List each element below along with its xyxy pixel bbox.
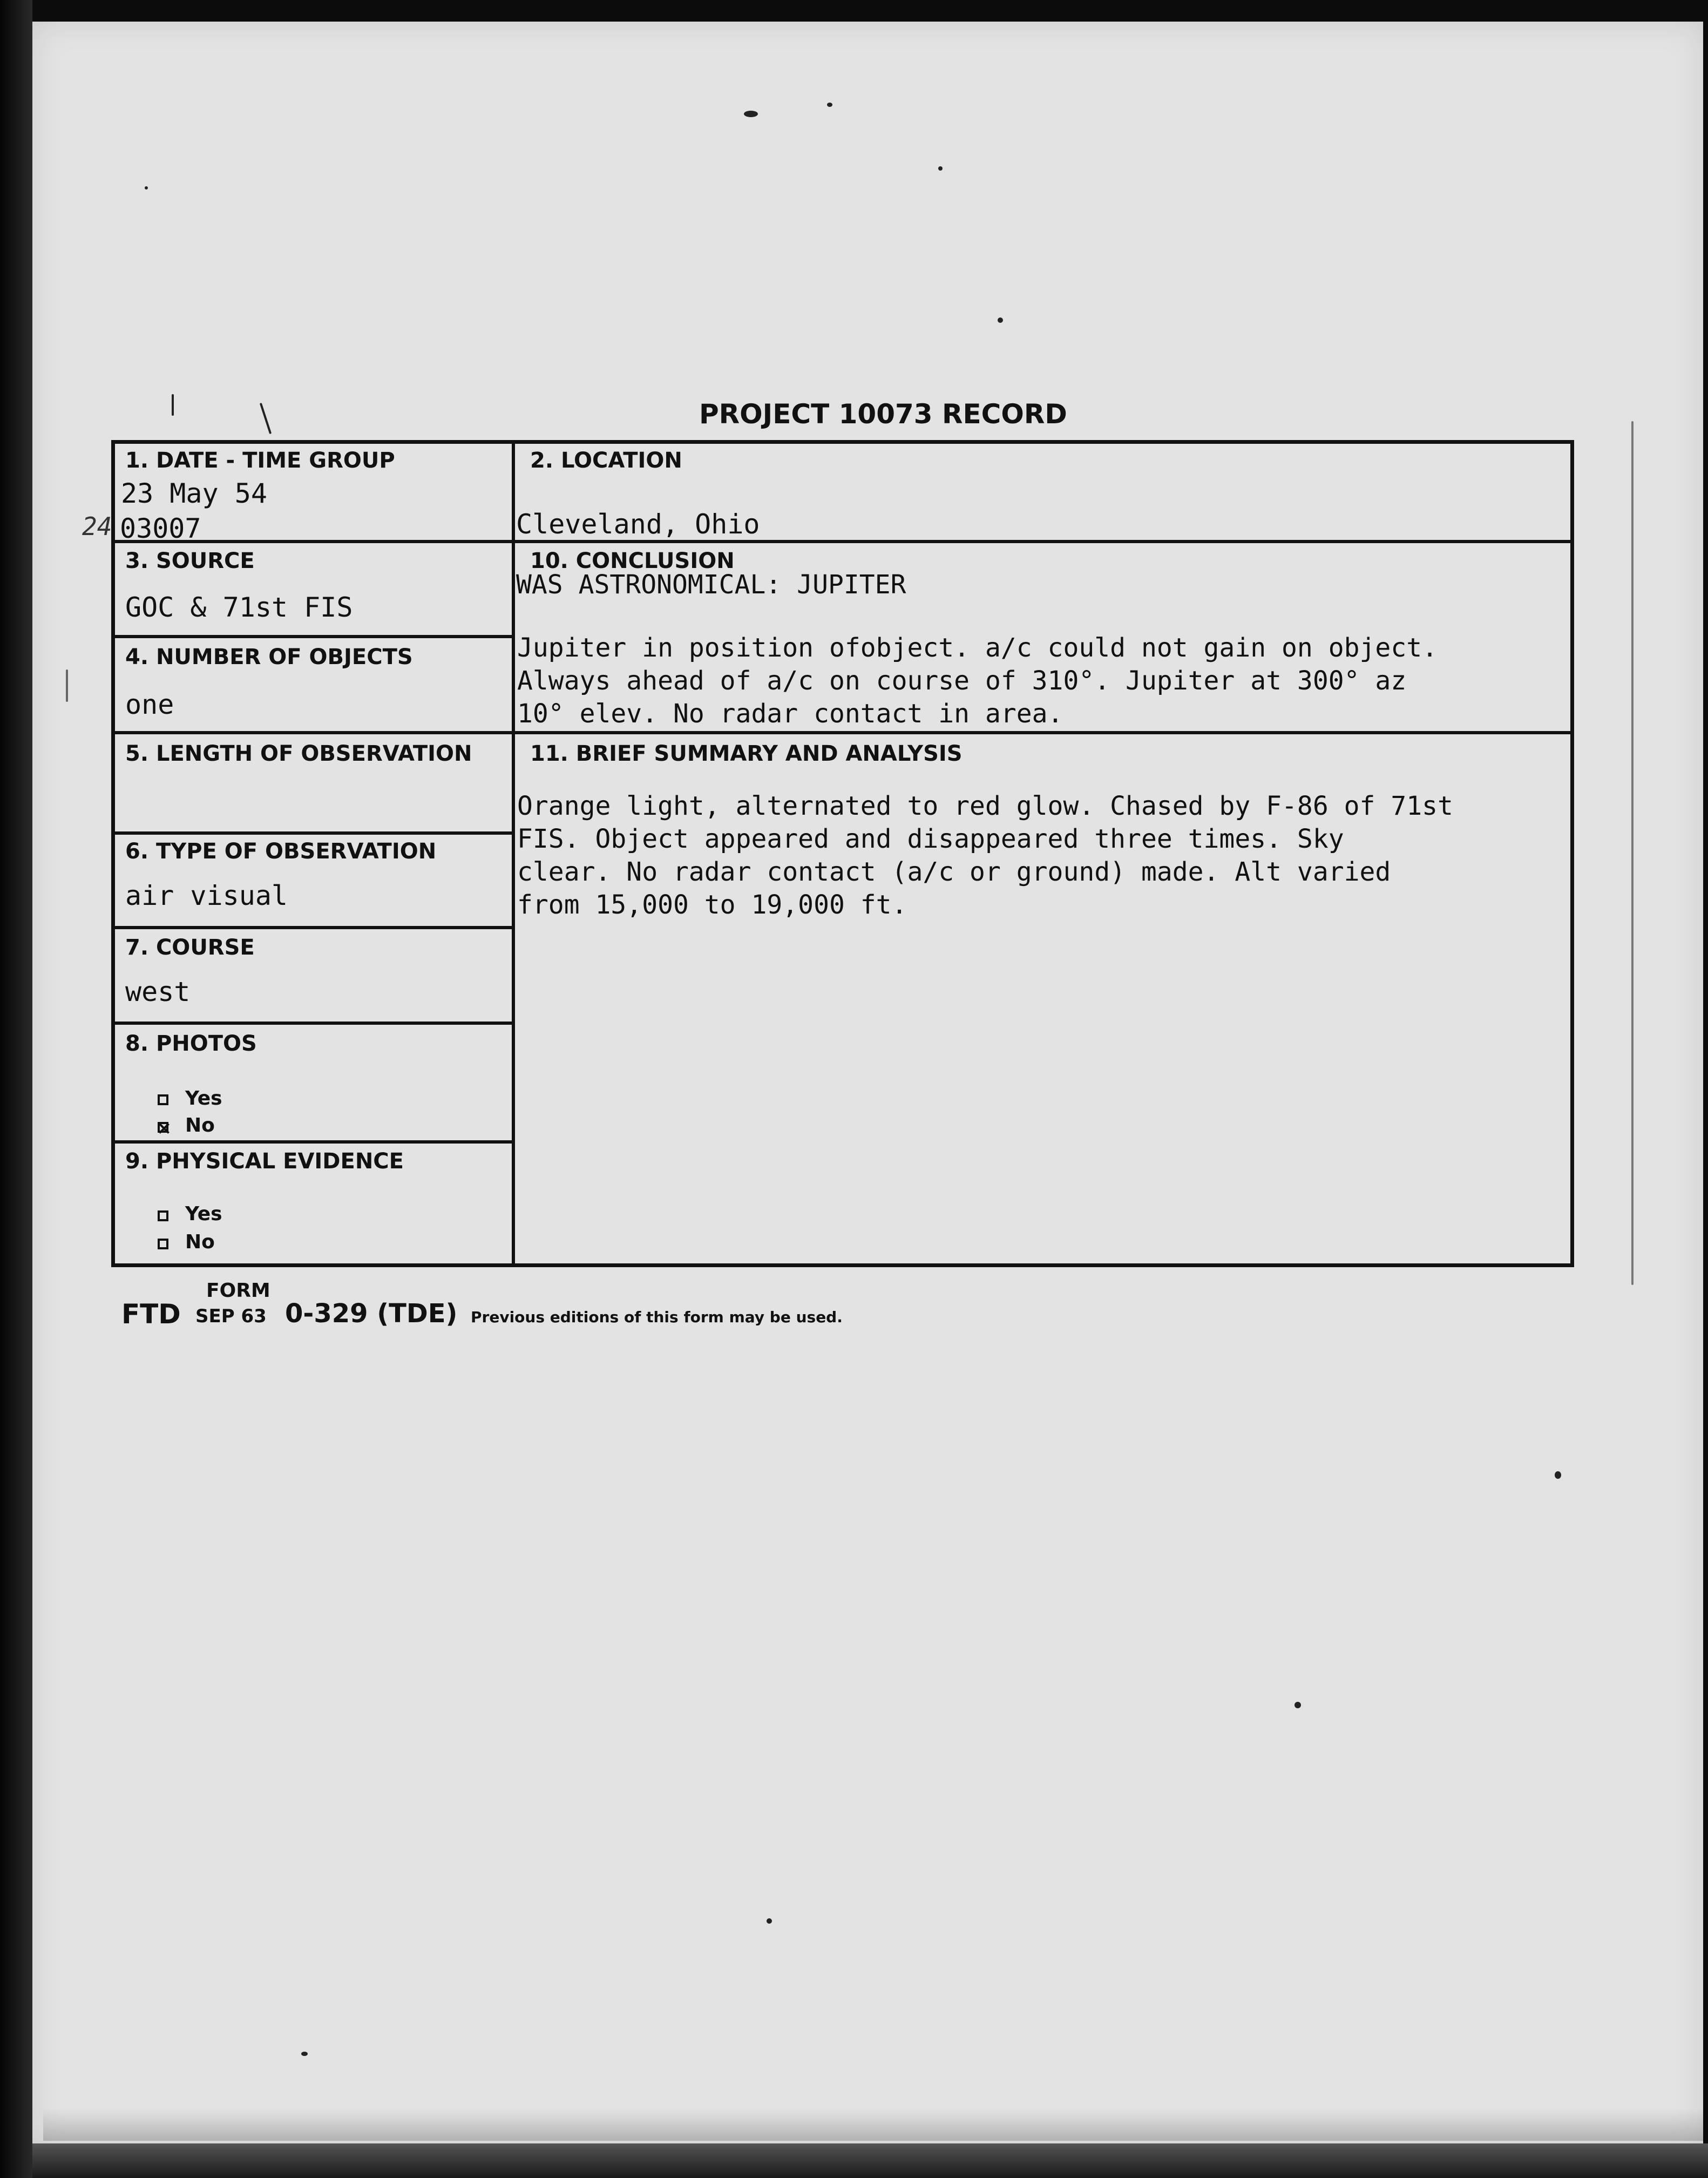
type-of-observation-label: 6. TYPE OF OBSERVATION xyxy=(125,839,437,864)
summary-line: clear. No radar contact (a/c or ground) made. Alt varied xyxy=(517,857,1391,887)
row-divider xyxy=(111,731,1574,734)
scan-speck xyxy=(1294,1702,1301,1708)
footer-form-word: FORM xyxy=(206,1280,270,1302)
course-label: 7. COURSE xyxy=(125,935,255,960)
conclusion-line: Jupiter in position ofobject. a/c could not gain on object. xyxy=(517,633,1438,663)
scan-band-bottom xyxy=(43,2108,1708,2141)
scan-speck xyxy=(301,2052,308,2056)
time-value: 03007 xyxy=(120,513,201,544)
scan-speck xyxy=(938,166,943,171)
form-title: PROJECT 10073 RECORD xyxy=(699,398,1067,430)
type-of-observation-value: air visual xyxy=(125,880,288,911)
physical-evidence-label: 9. PHYSICAL EVIDENCE xyxy=(125,1149,404,1174)
date-value: 23 May 54 xyxy=(121,478,267,509)
physical-evidence-no-label: No xyxy=(185,1231,215,1253)
scan-speck xyxy=(998,317,1003,323)
scan-speck xyxy=(66,669,68,702)
conclusion-line: Always ahead of a/c on course of 310°. Jupiter at 300° az xyxy=(517,666,1407,696)
conclusion-heading: WAS ASTRONOMICAL: JUPITER xyxy=(516,570,906,600)
photos-no-checkbox[interactable] xyxy=(158,1122,168,1133)
physical-evidence-no-checkbox[interactable] xyxy=(158,1239,168,1249)
location-value: Cleveland, Ohio xyxy=(516,509,760,540)
row-divider xyxy=(111,926,514,929)
summary-line: FIS. Object appeared and disappeared three times. Sky xyxy=(517,824,1344,854)
photos-yes-checkbox[interactable] xyxy=(158,1094,168,1105)
source-value: GOC & 71st FIS xyxy=(125,592,353,623)
physical-evidence-yes-label: Yes xyxy=(185,1203,222,1225)
row-divider xyxy=(111,540,1574,543)
photos-label: 8. PHOTOS xyxy=(125,1031,257,1056)
row-divider xyxy=(111,635,514,638)
photos-yes-label: Yes xyxy=(185,1087,222,1110)
conclusion-label: 10. CONCLUSION xyxy=(530,549,735,573)
photos-no-label: No xyxy=(185,1114,215,1137)
footer-date: SEP 63 xyxy=(195,1306,267,1327)
scan-speck xyxy=(767,1918,772,1924)
scan-speck xyxy=(744,111,758,117)
row-divider xyxy=(111,1022,514,1025)
scan-shadow-bottom xyxy=(32,2143,1708,2178)
row-divider xyxy=(111,831,514,835)
summary-line: Orange light, alternated to red glow. Chased by F-86 of 71st xyxy=(517,791,1453,821)
source-label: 3. SOURCE xyxy=(125,549,255,573)
scan-shadow-left xyxy=(0,0,32,2178)
summary-label: 11. BRIEF SUMMARY AND ANALYSIS xyxy=(530,741,963,766)
number-of-objects-label: 4. NUMBER OF OBJECTS xyxy=(125,645,413,669)
scan-speck xyxy=(145,186,148,190)
footer-form-number: 0-329 (TDE) xyxy=(285,1298,458,1329)
conclusion-line: 10° elev. No radar contact in area. xyxy=(517,699,1063,729)
length-of-observation-label: 5. LENGTH OF OBSERVATION xyxy=(125,741,472,766)
course-value: west xyxy=(125,976,191,1007)
physical-evidence-yes-checkbox[interactable] xyxy=(158,1210,168,1221)
number-of-objects-value: one xyxy=(125,689,174,720)
footer-ftd: FTD xyxy=(121,1298,181,1330)
scan-speck xyxy=(1631,421,1634,1285)
footer-note: Previous editions of this form may be used. xyxy=(471,1308,843,1326)
scan-speck xyxy=(827,103,832,107)
row-divider xyxy=(111,1140,514,1144)
date-time-group-label: 1. DATE - TIME GROUP xyxy=(125,448,395,473)
scan-speck xyxy=(1555,1471,1561,1479)
location-label: 2. LOCATION xyxy=(530,448,682,473)
summary-line: from 15,000 to 19,000 ft. xyxy=(517,890,907,920)
scan-speck xyxy=(172,394,174,416)
margin-annotation: 24 xyxy=(82,512,112,541)
